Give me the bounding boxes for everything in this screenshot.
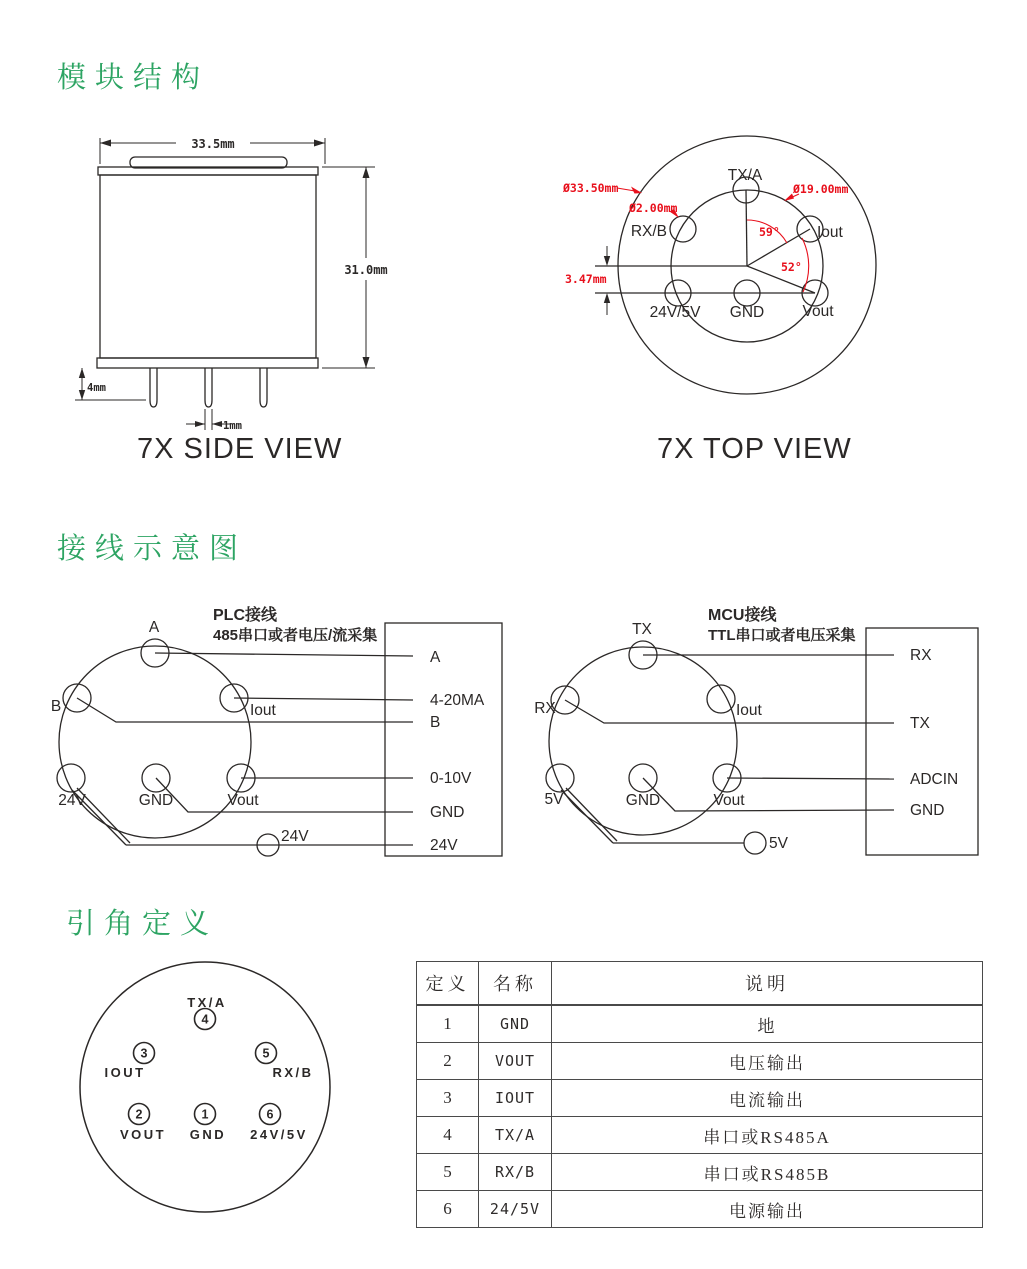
pin-definition-table bbox=[416, 961, 983, 1228]
plc-terminal-box bbox=[385, 623, 502, 856]
cell-pin-name: VOUT bbox=[479, 1043, 552, 1080]
pin-1-group bbox=[190, 1104, 226, 1143]
mcu-pin-label-vout: Vout bbox=[713, 792, 745, 809]
module-shell bbox=[100, 175, 316, 358]
cell-pin-number: 4 bbox=[417, 1117, 479, 1154]
pin-2-group bbox=[120, 1104, 166, 1143]
plc-box-row-24v: 24V bbox=[430, 837, 458, 854]
plc-tap-label: 24V bbox=[281, 828, 309, 845]
side-view-width-dimension bbox=[100, 137, 325, 164]
top-view-pin-label-vout: Vout bbox=[802, 303, 834, 320]
mcu-pin-label-iout: Iout bbox=[736, 702, 762, 719]
cell-pin-name: GND bbox=[479, 1005, 552, 1043]
pin-6-label: 24V/5V bbox=[250, 1127, 308, 1142]
module-pin-center bbox=[205, 368, 212, 407]
mcu-box-row-gnd: GND bbox=[910, 802, 945, 819]
cell-pin-name: IOUT bbox=[479, 1080, 552, 1117]
side-view-pin-length-dimension bbox=[75, 368, 146, 400]
plc-wires bbox=[72, 653, 413, 845]
pin-6-group bbox=[250, 1104, 308, 1143]
pin-6-number: 6 bbox=[266, 1107, 274, 1122]
mcu-pin-label-rx: RX bbox=[534, 700, 556, 717]
side-view-pin-width-dimension bbox=[186, 409, 242, 432]
cell-pin-number: 5 bbox=[417, 1154, 479, 1191]
top-view-pin-label-rx-b: RX/B bbox=[630, 223, 667, 240]
plc-box-row-gnd: GND bbox=[430, 804, 465, 821]
side-view-drawing bbox=[60, 130, 400, 475]
plc-pin-label-a: A bbox=[148, 619, 160, 636]
table-row bbox=[417, 1005, 983, 1043]
cell-pin-description: 串口或RS485B bbox=[552, 1154, 983, 1191]
mcu-title-line2: TTL串口或者电压采集 bbox=[708, 627, 856, 644]
pin-1-number: 1 bbox=[201, 1107, 209, 1122]
top-view-pin-label-24v-5v: 24V/5V bbox=[649, 304, 701, 321]
table-header-row bbox=[417, 962, 983, 1006]
top-view-construction-lines bbox=[595, 190, 815, 293]
pin-2-number: 2 bbox=[135, 1107, 143, 1122]
angle-52-label: 52° bbox=[781, 260, 802, 274]
pin-4-number: 4 bbox=[201, 1012, 209, 1027]
side-view-caption: 7X SIDE VIEW bbox=[137, 433, 343, 465]
cell-pin-description: 串口或RS485A bbox=[552, 1117, 983, 1154]
pin-3-number: 3 bbox=[140, 1046, 148, 1061]
mcu-tap-label: 5V bbox=[769, 835, 788, 852]
plc-box-row-b: B bbox=[430, 714, 441, 731]
side-view-width-label: 33.5mm bbox=[191, 137, 235, 151]
cell-pin-name: 24/5V bbox=[479, 1191, 552, 1228]
side-view-pin-width-label: 1mm bbox=[223, 420, 242, 432]
pin-5-number: 5 bbox=[262, 1046, 270, 1061]
top-view-pin-label-gnd: GND bbox=[729, 304, 765, 321]
table-header-description: 说明 bbox=[552, 962, 983, 1006]
pin-4-label: TX/A bbox=[187, 995, 227, 1010]
table-row bbox=[417, 1154, 983, 1191]
pin-5-group bbox=[256, 1043, 314, 1081]
table-row bbox=[417, 1191, 983, 1228]
mcu-title-line1: MCU接线 bbox=[708, 607, 777, 624]
table-header-name: 名称 bbox=[479, 962, 552, 1006]
pin-map-drawing bbox=[60, 950, 360, 1230]
cell-pin-number: 1 bbox=[417, 1005, 479, 1043]
angle-59-label: 59° bbox=[759, 225, 780, 239]
plc-box-row-420ma: 4-20MA bbox=[430, 692, 485, 709]
pin-4-group bbox=[187, 995, 227, 1030]
mcu-pin-label-gnd: GND bbox=[625, 792, 661, 809]
hole-rx-b bbox=[670, 216, 696, 242]
hole-diameter-label: Ø2.00mm bbox=[629, 201, 678, 215]
pin-2-label: VOUT bbox=[119, 1127, 167, 1142]
top-view-caption: 7X TOP VIEW bbox=[657, 433, 852, 465]
pin-3-label: IOUT bbox=[104, 1065, 146, 1080]
plc-pin-label-vout: Vout bbox=[227, 792, 259, 809]
plc-pin-label-iout: Iout bbox=[250, 702, 276, 719]
side-view-height-dimension bbox=[322, 167, 388, 368]
cell-pin-number: 2 bbox=[417, 1043, 479, 1080]
plc-sensor-outline bbox=[59, 646, 251, 838]
table-header-definition: 定义 bbox=[417, 962, 479, 1006]
plc-pin-label-gnd: GND bbox=[138, 792, 174, 809]
side-view-body bbox=[97, 157, 318, 407]
plc-title-line1: PLC接线 bbox=[213, 607, 278, 624]
plc-wiring-drawing bbox=[30, 598, 520, 873]
table-row bbox=[417, 1043, 983, 1080]
cell-pin-description: 地 bbox=[552, 1005, 983, 1043]
mcu-pin-5v-circle bbox=[546, 764, 574, 792]
mcu-pin-label-tx: TX bbox=[632, 621, 652, 638]
cell-pin-number: 3 bbox=[417, 1080, 479, 1117]
mcu-box-row-adcin: ADCIN bbox=[910, 771, 959, 788]
mcu-5v-tap-circle bbox=[744, 832, 766, 854]
cell-pin-number: 6 bbox=[417, 1191, 479, 1228]
plc-box-row-a: A bbox=[430, 649, 441, 666]
cell-pin-name: TX/A bbox=[479, 1117, 552, 1154]
plc-pin-label-24v: 24V bbox=[58, 792, 86, 809]
section-heading-pin-definition: 引角定义 bbox=[66, 908, 219, 940]
plc-title-line2: 485串口或者电压/流采集 bbox=[213, 627, 378, 644]
module-pin-right bbox=[260, 368, 267, 407]
mcu-pin-label-5v: 5V bbox=[544, 791, 564, 808]
cell-pin-description: 电流输出 bbox=[552, 1080, 983, 1117]
mcu-wiring-drawing bbox=[520, 598, 1010, 873]
mcu-box-row-tx: TX bbox=[910, 715, 930, 732]
plc-pin-label-b: B bbox=[50, 698, 62, 715]
section-heading-module-structure: 模块结构 bbox=[57, 62, 210, 94]
side-view-height-label: 31.0mm bbox=[344, 263, 388, 277]
row-offset-label: 3.47mm bbox=[565, 272, 607, 286]
module-bottom-flange bbox=[97, 358, 318, 368]
mcu-box-row-rx: RX bbox=[910, 647, 932, 664]
outer-diameter-label: Ø33.50mm bbox=[563, 181, 619, 195]
top-view-pin-label-iout: Iout bbox=[817, 224, 843, 241]
top-view-pin-label-tx-a: TX/A bbox=[727, 167, 763, 184]
pin-1-label: GND bbox=[189, 1127, 227, 1142]
plc-box-row-010v: 0-10V bbox=[430, 770, 472, 787]
table-row bbox=[417, 1080, 983, 1117]
cell-pin-name: RX/B bbox=[479, 1154, 552, 1191]
table-row bbox=[417, 1117, 983, 1154]
inner-diameter-label: Ø19.00mm bbox=[793, 182, 849, 196]
side-view-pin-length-label: 4mm bbox=[87, 382, 106, 394]
mcu-wires bbox=[561, 655, 894, 843]
top-view-drawing bbox=[555, 125, 975, 425]
cell-pin-description: 电源输出 bbox=[552, 1191, 983, 1228]
pin-5-label: RX/B bbox=[272, 1065, 314, 1080]
section-heading-wiring: 接线示意图 bbox=[57, 533, 248, 565]
pin-3-group bbox=[104, 1043, 154, 1081]
cell-pin-description: 电压输出 bbox=[552, 1043, 983, 1080]
module-pin-left bbox=[150, 368, 157, 407]
